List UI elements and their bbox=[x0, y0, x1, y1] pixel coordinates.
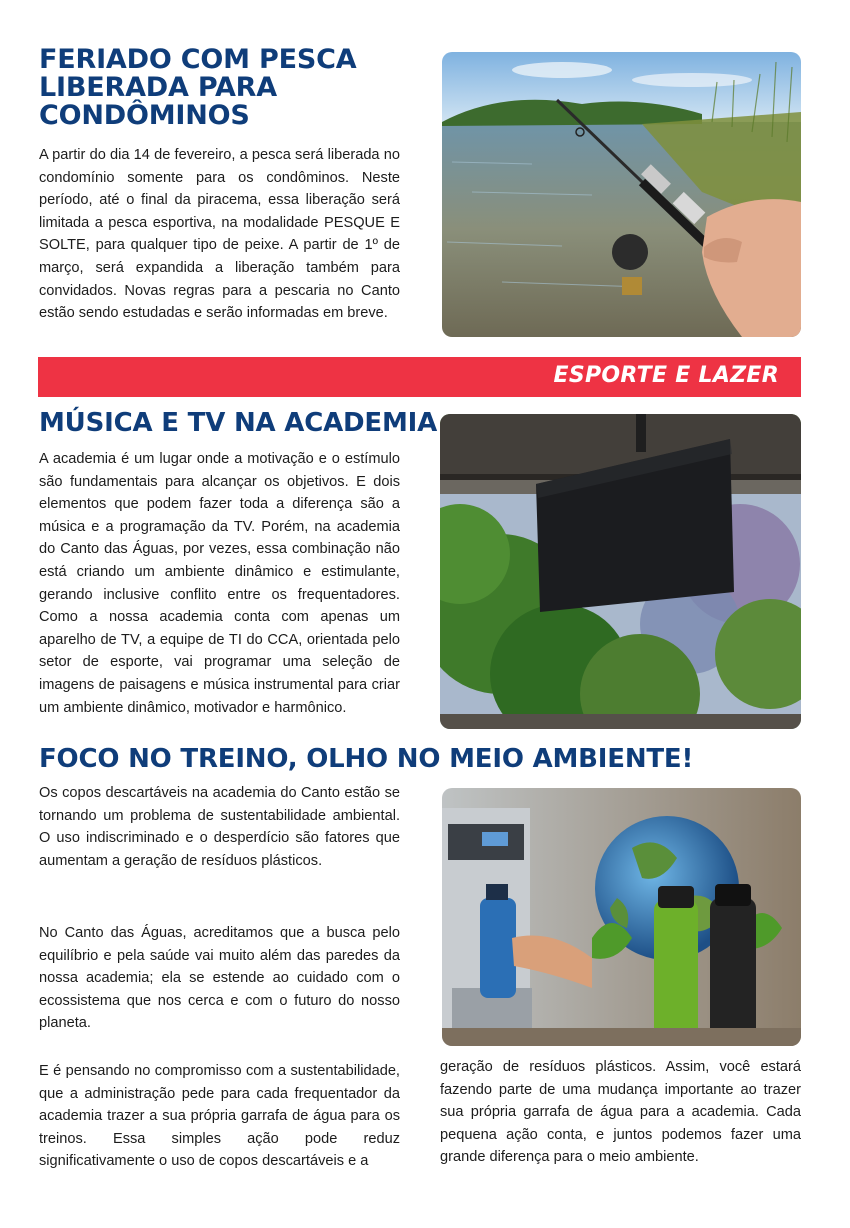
article-title-pesca: FERIADO COM PESCA LIBERADA PARA CONDÔMINOS bbox=[39, 44, 357, 131]
article-paragraph-3: E é pensando no compromisso com a sustentabilidade, que a administração pede para cada frequentador da academia trazer a sua própria garrafa de água para os treinos. Essa simples ação pode reduz significativamente o uso de copos descartáveis e a bbox=[39, 1063, 400, 1170]
article-title-academia: MÚSICA E TV NA ACADEMIA bbox=[39, 408, 438, 438]
article-body-pesca: A partir do dia 14 de fevereiro, a pesca será liberada no condomínio somente para os condôminos. Neste período, até o final da piracema, essa liberação será limitada a pesca esportiva, na modalidade PESQUE E SOLTE, para qualquer tipo de peixe. A partir de 1º de março, será expandida a liberação também para convidados. Novas regras para a pescaria no Canto estão sendo estudadas e serão informadas em breve. bbox=[39, 147, 400, 322]
fishing-photo bbox=[442, 52, 801, 337]
article-paragraph-3-continued: geração de resíduos plásticos. Assim, você estará fazendo parte de uma mudança importante ao trazer sua própria garrafa de água para a academia. Cada pequena ação conta, e juntos podemos fazer uma grande diferença para o meio ambiente. bbox=[440, 1059, 801, 1166]
article-title-meio-ambiente: FOCO NO TREINO, OLHO NO MEIO AMBIENTE! bbox=[39, 744, 694, 774]
article-paragraph-1: Os copos descartáveis na academia do Canto estão se tornando um problema de sustentabilidade ambiental. O uso indiscriminado e o desperdício são fatores que aumentam a geração de resíduos plásticos. bbox=[39, 785, 400, 869]
article-body-academia: A academia é um lugar onde a motivação e o estímulo são fundamentais para alcançar os objetivos. E dois elementos que podem fazer toda a diferença são a música e a programação da TV. Porém, na academia do Canto das Águas, por vezes, essa combinação não está criando um ambiente dinâmico e estimulante, gerando inclusive conflito entre os frequentadores. Como a nossa academia conta com apenas um aparelho de TV, a equipe de TI do CCA, orientada pelo setor de esporte, vai programar uma seleção de imagens de paisagens e música instrumental para criar um ambiente dinâmico, motivador e harmônico. bbox=[39, 451, 400, 716]
section-banner bbox=[38, 357, 801, 397]
gym-tv-photo bbox=[440, 414, 801, 729]
bottles-globe-photo bbox=[442, 788, 801, 1046]
section-banner-label: ESPORTE E LAZER bbox=[553, 363, 779, 388]
article-paragraph-2: No Canto das Águas, acreditamos que a busca pelo equilíbrio e pela saúde vai muito além das paredes da nossa academia; ela se estende ao cuidado com o ecossistema que nos cerca e com o futuro do nosso planeta. bbox=[39, 925, 400, 1032]
